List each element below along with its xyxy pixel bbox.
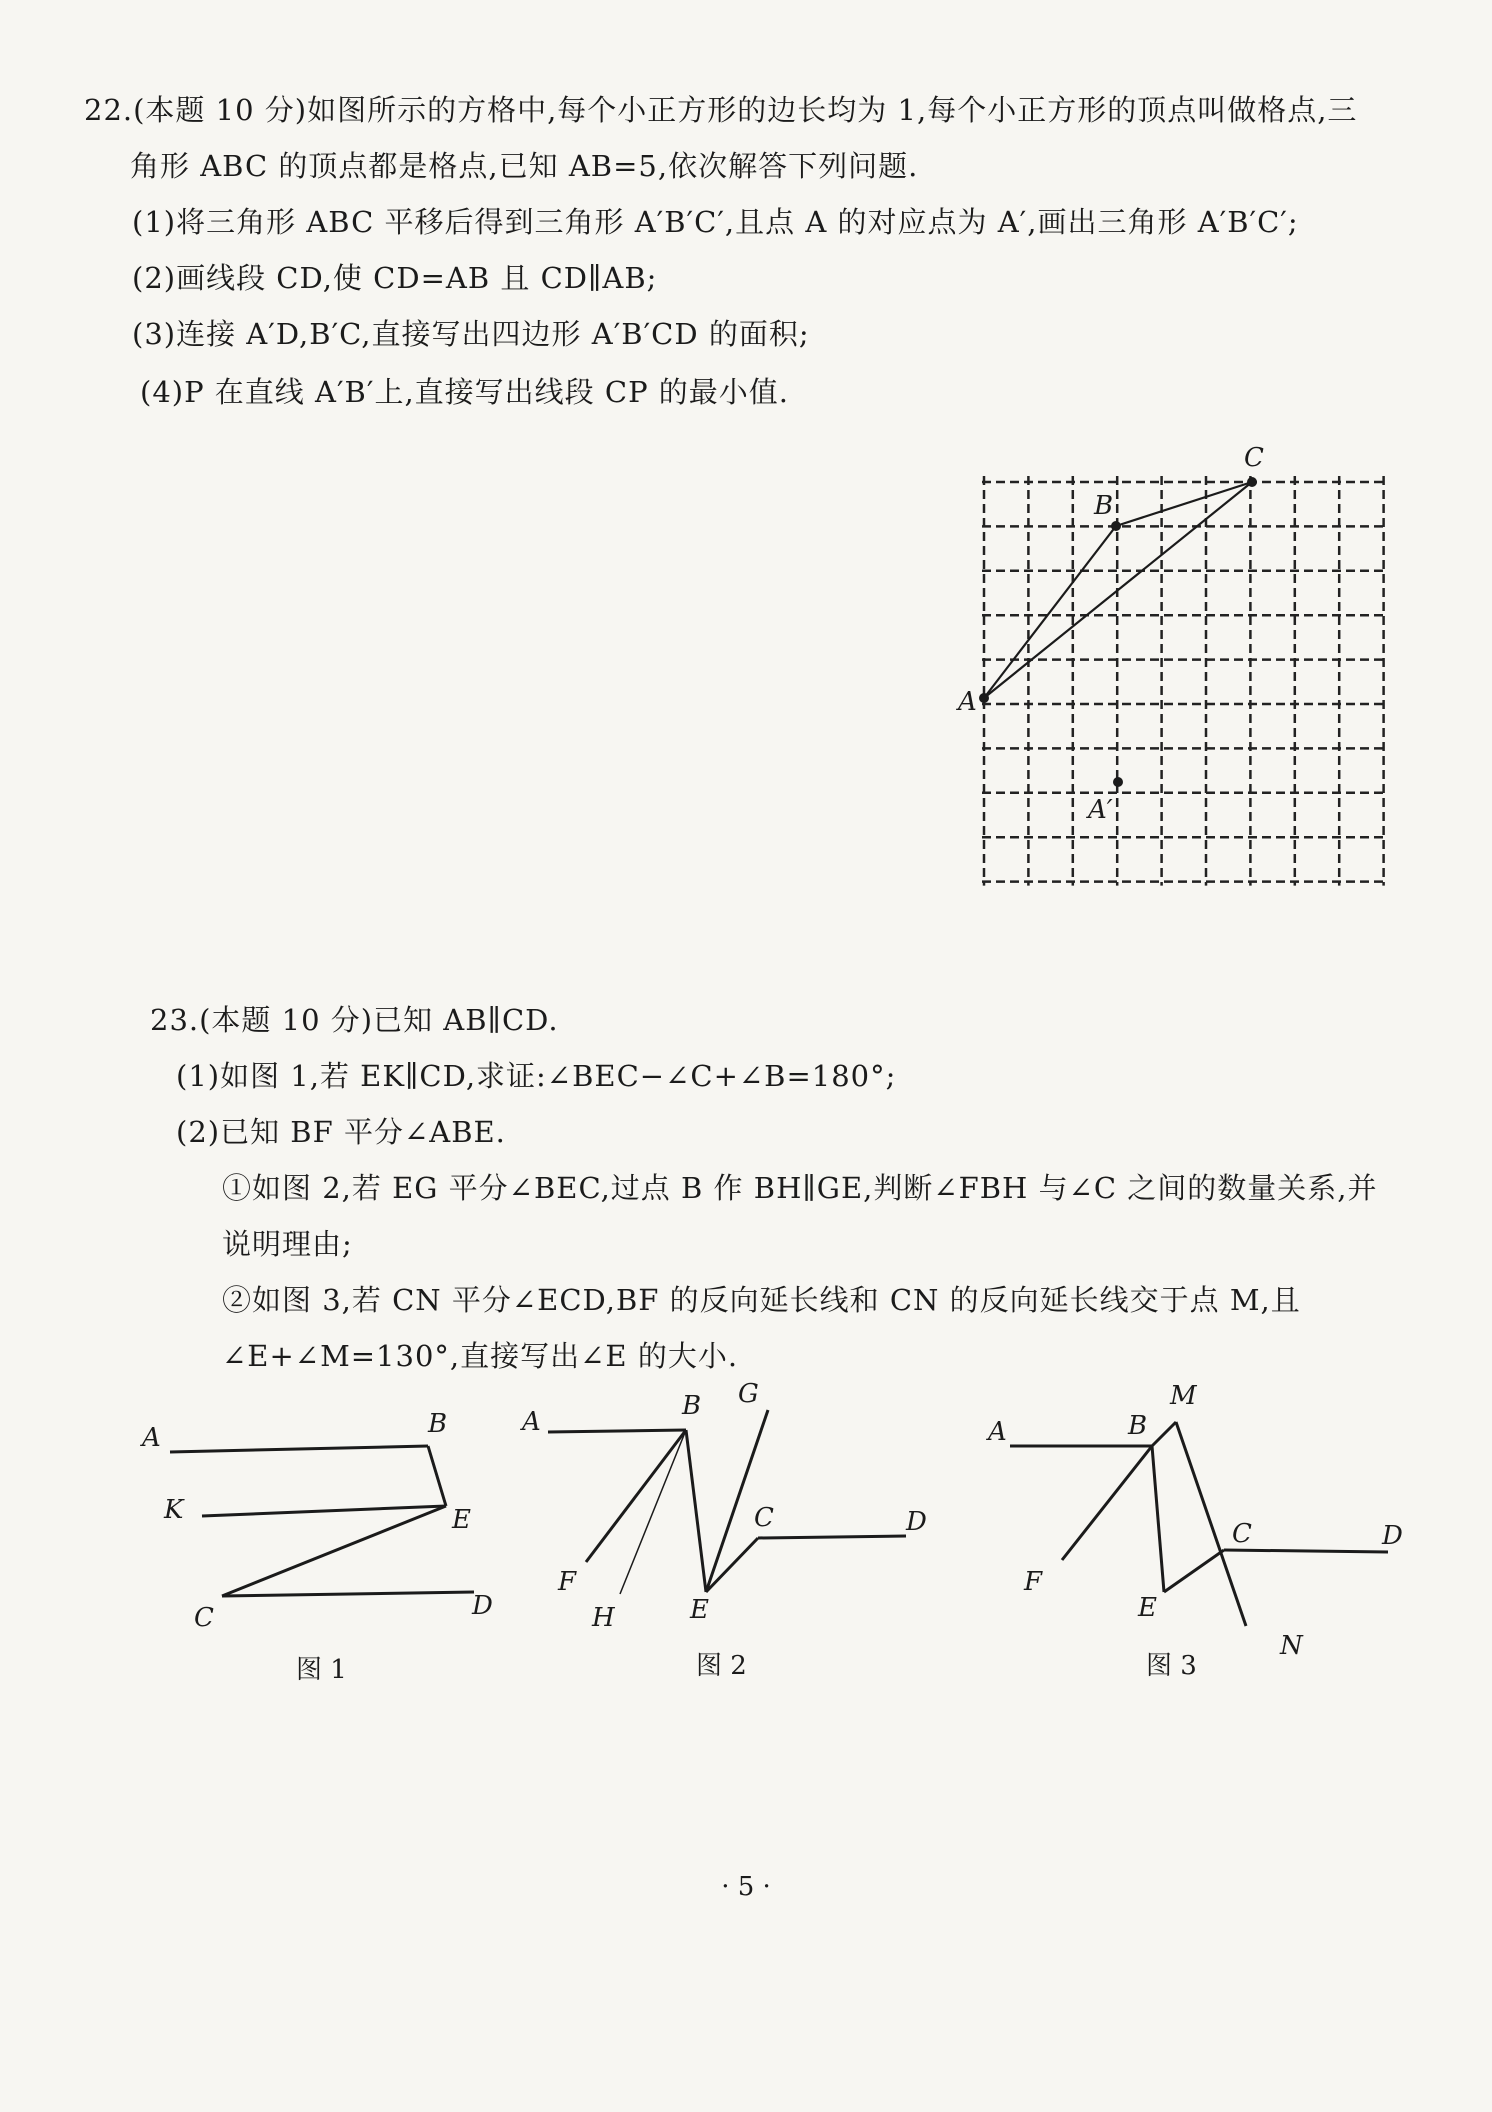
label-c: C xyxy=(1244,443,1264,473)
q23-sub1a: ①如图 2,若 EG 平分∠BEC,过点 B 作 BH∥GE,判断∠FBH 与∠C 之间的数量关系,并 xyxy=(222,1171,1378,1205)
fig2-label-h: H xyxy=(592,1603,615,1633)
q22-part2: (2)画线段 CD,使 CD=AB 且 CD∥AB; xyxy=(132,261,658,295)
q23-sub2b: ∠E+∠M=130°,直接写出∠E 的大小. xyxy=(222,1339,739,1373)
figure-3-labels xyxy=(986,1381,1403,1681)
fig2-label-c: C xyxy=(754,1503,774,1533)
fig3-label-c: C xyxy=(1232,1519,1252,1549)
q22-part1: (1)将三角形 ABC 平移后得到三角形 A′B′C′,且点 A 的对应点为 A′,画出三角形 A′B′C′; xyxy=(132,205,1299,239)
grid-figure xyxy=(956,443,1388,886)
page-number: · 5 · xyxy=(721,1872,771,1902)
label-a: A xyxy=(958,687,977,717)
fig1-label-c: C xyxy=(194,1603,214,1633)
fig1-label-k: K xyxy=(164,1495,184,1525)
fig3-label-b: B xyxy=(1128,1411,1148,1441)
point-a-prime xyxy=(1113,777,1123,787)
fig1-label-d: D xyxy=(472,1591,493,1621)
fig2-label-e: E xyxy=(690,1595,709,1625)
q22-part4: (4)P 在直线 A′B′上,直接写出线段 CP 的最小值. xyxy=(140,375,790,409)
fig1-label-a: A xyxy=(142,1423,161,1453)
fig2-label-d: D xyxy=(906,1507,927,1537)
fig2-label-g: G xyxy=(738,1379,759,1409)
fig2-label-a: A xyxy=(522,1407,541,1437)
label-b: B xyxy=(1094,491,1114,521)
segment-bc xyxy=(1116,482,1252,526)
fig3-label-m: M xyxy=(1170,1381,1197,1411)
figure-3 xyxy=(1010,1422,1388,1626)
fig2-caption: 图 2 xyxy=(696,1651,747,1681)
q23-sub1b: 说明理由; xyxy=(222,1227,353,1261)
q22-part3: (3)连接 A′D,B′C,直接写出四边形 A′B′CD 的面积; xyxy=(132,317,810,351)
fig3-label-f: F xyxy=(1024,1567,1043,1597)
fig3-label-e: E xyxy=(1138,1593,1157,1623)
fig3-label-a: A xyxy=(988,1417,1007,1447)
fig1-caption: 图 1 xyxy=(296,1655,347,1685)
q23-part1: (1)如图 1,若 EK∥CD,求证:∠BEC−∠C+∠B=180°; xyxy=(176,1059,897,1093)
q22-line2: 角形 ABC 的顶点都是格点,已知 AB=5,依次解答下列问题. xyxy=(130,149,919,183)
fig3-caption: 图 3 xyxy=(1146,1651,1197,1681)
point-b xyxy=(1111,521,1121,531)
segment-ab xyxy=(984,526,1116,698)
fig2-label-b: B xyxy=(682,1391,702,1421)
fig3-label-n: N xyxy=(1280,1631,1303,1661)
figure-1 xyxy=(170,1446,474,1596)
q22-line1: 22.(本题 10 分)如图所示的方格中,每个小正方形的边长均为 1,每个小正方形的顶点叫做格点,三 xyxy=(84,93,1358,127)
fig1-label-e: E xyxy=(452,1505,471,1535)
point-c xyxy=(1247,477,1257,487)
figure-2 xyxy=(548,1410,906,1594)
q23-sub2a: ②如图 3,若 CN 平分∠ECD,BF 的反向延长线和 CN 的反向延长线交于点 M,且 xyxy=(222,1283,1301,1317)
point-a xyxy=(979,693,989,703)
figure-2-labels xyxy=(520,1379,927,1681)
fig3-label-d: D xyxy=(1382,1521,1403,1551)
q23-part2: (2)已知 BF 平分∠ABE. xyxy=(176,1115,506,1149)
label-a-prime: A′ xyxy=(1088,795,1113,825)
fig2-label-f: F xyxy=(558,1567,577,1597)
q23-line1: 23.(本题 10 分)已知 AB∥CD. xyxy=(150,1003,559,1037)
fig1-label-b: B xyxy=(428,1409,448,1439)
